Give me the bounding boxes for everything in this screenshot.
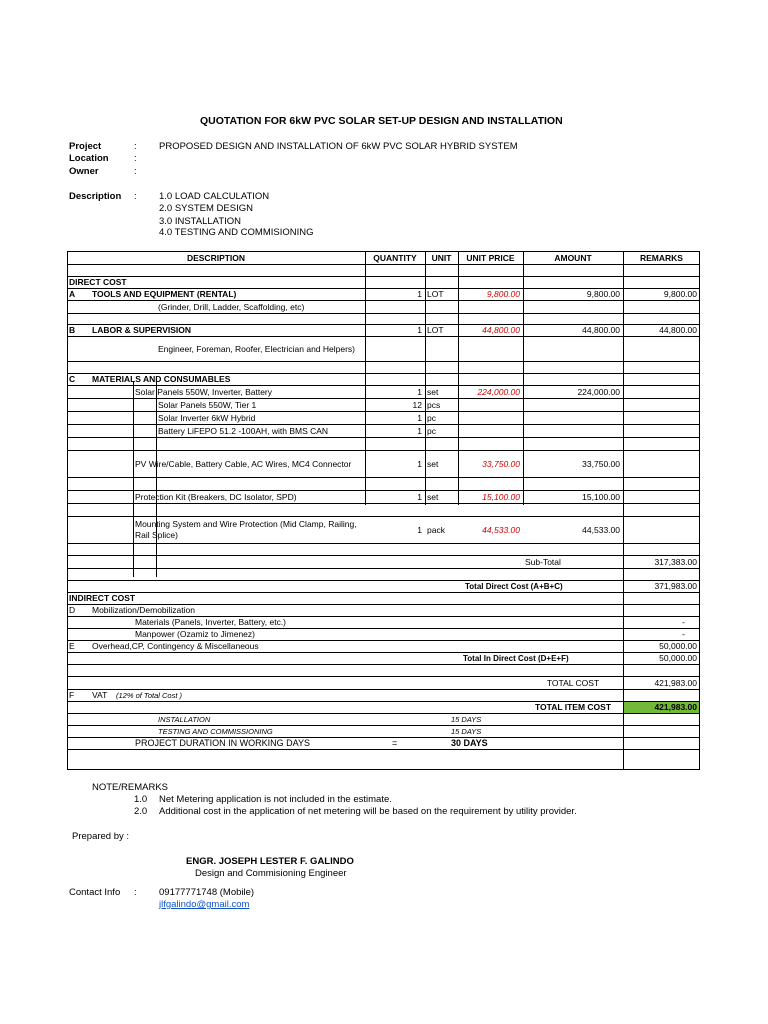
description-cell: (Grinder, Drill, Ladder, Scaffolding, etc) [158, 301, 305, 312]
owner-label: Owner [69, 166, 99, 177]
table-row [67, 337, 700, 362]
description-cell: Solar Panels 550W, Tier 1 [158, 399, 257, 410]
location-colon: : [134, 153, 137, 164]
total-cost-value: 421,983.00 [654, 677, 697, 688]
direct-cost-label: DIRECT COST [69, 277, 127, 287]
table-row [67, 738, 700, 750]
amount-cell: 224,000.00 [577, 386, 620, 397]
table-row [67, 374, 700, 386]
note-text: Additional cost in the application of net metering will be based on the requirement by utility provider. [159, 806, 577, 817]
project-colon: : [134, 141, 137, 152]
section-title: LABOR & SUPERVISION [92, 325, 192, 335]
section-letter: B [69, 325, 76, 335]
subtotal-label: Sub-Total [525, 556, 561, 567]
description-item: 2.0 SYSTEM DESIGN [159, 203, 253, 214]
table-row [67, 289, 700, 301]
quantity-cell: 1 [417, 491, 422, 502]
section-letter: F [69, 690, 75, 700]
table-row [67, 491, 700, 504]
table-row [67, 593, 700, 605]
amount-cell: 44,533.00 [582, 524, 620, 535]
notes-heading: NOTE/REMARKS [92, 782, 169, 793]
section-letter: C [69, 374, 76, 384]
table-row [67, 750, 700, 767]
description-cell: Battery LiFEPO 51.2 -100AH, with BMS CAN [158, 425, 329, 436]
table-row [67, 714, 700, 726]
total-direct-label: Total Direct Cost (A+B+C) [465, 582, 563, 591]
description-cell: Mounting System and Wire Protection (Mid Clamp, Railing, Rail Splice) [135, 519, 357, 540]
quantity-cell: 1 [417, 289, 422, 299]
total-item-cost-value: 421,983.00 [623, 702, 700, 713]
note-number: 2.0 [134, 806, 148, 817]
unit-cell: pcs [427, 399, 441, 410]
installation-days: 15 DAYS [451, 715, 482, 724]
table-row [67, 399, 700, 412]
table-row [67, 690, 700, 702]
description-cell: Protection Kit (Breakers, DC Isolator, SPD) [135, 491, 297, 502]
indirect-cost-label: INDIRECT COST [69, 593, 136, 603]
unit-cell: pc [427, 425, 436, 436]
unit-cell: LOT [427, 325, 444, 335]
unit-price-cell: 9,800.00 [486, 289, 520, 299]
location-label: Location [69, 153, 109, 164]
unit-price-cell: 44,533.00 [482, 524, 520, 535]
quotation-table [67, 251, 700, 767]
duration-equals: = [392, 738, 398, 748]
section-title: Overhead,CP, Contingency & Miscellaneous [92, 641, 259, 651]
table-row [67, 629, 700, 641]
total-indirect-value: 50,000.00 [659, 653, 697, 663]
amount-cell: 9,800.00 [586, 289, 620, 299]
remarks-cell: 9,800.00 [663, 289, 697, 299]
duration-value: 30 DAYS [451, 738, 488, 748]
table-row [67, 581, 700, 593]
remarks-cell: 44,800.00 [659, 325, 697, 335]
contact-phone: 09177771748 (Mobile) [159, 887, 255, 898]
duration-label: PROJECT DURATION IN WORKING DAYS [135, 738, 311, 748]
remarks-cell: - [682, 629, 685, 639]
section-letter: D [69, 605, 76, 615]
quantity-cell: 1 [417, 386, 422, 397]
preparer-name: ENGR. JOSEPH LESTER F. GALINDO [186, 856, 354, 867]
contact-email-link[interactable]: jlfgalindo@gmail.com [159, 899, 250, 910]
quantity-cell: 1 [417, 425, 422, 436]
table-row [67, 301, 700, 314]
table-row [67, 277, 700, 289]
amount-cell: 33,750.00 [582, 458, 620, 469]
table-row [67, 641, 700, 653]
note-text: Net Metering application is not included in the estimate. [159, 794, 392, 805]
unit-price-cell: 33,750.00 [482, 458, 520, 469]
contact-label: Contact Info [69, 887, 121, 898]
table-row [67, 504, 700, 517]
table-row [67, 726, 700, 738]
unit-cell: set [427, 458, 439, 469]
note-number: 1.0 [134, 794, 148, 805]
table-row [67, 425, 700, 438]
table-row [67, 325, 700, 337]
table-row [67, 362, 700, 374]
quantity-cell: 12 [412, 399, 422, 410]
installation-label: INSTALLATION [158, 715, 211, 724]
unit-cell: set [427, 386, 439, 397]
description-cell: Solar Panels 550W, Inverter, Battery [135, 386, 273, 397]
contact-colon: : [134, 887, 137, 898]
unit-price-cell: 15,100.00 [482, 491, 520, 502]
description-item: 1.0 LOAD CALCULATION [159, 191, 270, 202]
table-row [67, 412, 700, 425]
total-cost-label: TOTAL COST [546, 677, 600, 688]
table-row [67, 569, 700, 581]
amount-cell: 15,100.00 [582, 491, 620, 502]
section-title: MATERIALS AND CONSUMABLES [92, 374, 231, 384]
quantity-cell: 1 [417, 412, 422, 423]
description-cell: PV Wire/Cable, Battery Cable, AC Wires, MC4 Connector [135, 458, 352, 469]
table-row [67, 702, 700, 714]
subtotal-value: 317,383.00 [654, 556, 697, 567]
table-row [67, 451, 700, 478]
table-row [67, 617, 700, 629]
header-amount: AMOUNT [554, 252, 592, 263]
table-row [67, 556, 700, 569]
testing-label: TESTING AND COMMISSIONING [158, 727, 273, 736]
table-row [67, 653, 700, 665]
table-row [67, 544, 700, 556]
description-item: 3.0 INSTALLATION [159, 216, 242, 227]
description-cell: Materials (Panels, Inverter, Battery, etc.) [135, 617, 287, 627]
quantity-cell: 1 [417, 325, 422, 335]
project-label: Project [69, 141, 102, 152]
unit-cell: pack [427, 524, 445, 535]
total-indirect-label: Total In Direct Cost (D+E+F) [463, 654, 569, 663]
description-cell: Engineer, Foreman, Roofer, Electrician and Helpers) [158, 343, 356, 354]
preparer-role: Design and Commisioning Engineer [195, 868, 347, 879]
table-header-row [67, 251, 700, 265]
section-letter: E [69, 641, 75, 651]
prepared-by-label: Prepared by : [72, 831, 130, 842]
unit-cell: pc [427, 412, 436, 423]
remarks-cell: - [682, 617, 685, 627]
section-title: VAT [92, 690, 108, 700]
vat-note: (12% of Total Cost ) [116, 691, 183, 700]
table-row [67, 314, 700, 325]
table-row [67, 265, 700, 277]
section-title: Mobilization/Demobilization [92, 605, 195, 615]
total-item-cost-label: TOTAL ITEM COST [534, 702, 612, 712]
description-label: Description [69, 191, 122, 202]
unit-price-cell: 224,000.00 [477, 386, 520, 397]
table-row [67, 438, 700, 451]
owner-colon: : [134, 166, 137, 177]
testing-days: 15 DAYS [451, 727, 482, 736]
unit-price-cell: 44,800.00 [482, 325, 520, 335]
remarks-cell: 50,000.00 [659, 641, 697, 651]
unit-cell: LOT [427, 289, 444, 299]
table-row [67, 665, 700, 677]
page-title: QUOTATION FOR 6kW PVC SOLAR SET-UP DESIGN AND INSTALLATION [200, 115, 563, 127]
header-quantity: QUANTITY [373, 252, 417, 263]
table-row [67, 517, 700, 544]
project-value: PROPOSED DESIGN AND INSTALLATION OF 6kW PVC SOLAR HYBRID SYSTEM [159, 141, 518, 152]
table-row [67, 605, 700, 617]
total-direct-value: 371,983.00 [654, 581, 697, 591]
quantity-cell: 1 [417, 524, 422, 535]
unit-cell: set [427, 491, 439, 502]
amount-cell: 44,800.00 [582, 325, 620, 335]
description-colon: : [134, 191, 137, 202]
table-row [67, 478, 700, 491]
section-letter: A [69, 289, 76, 299]
quantity-cell: 1 [417, 458, 422, 469]
section-title: TOOLS AND EQUIPMENT (RENTAL) [92, 289, 237, 299]
description-cell: Manpower (Ozamiz to Jimenez) [135, 629, 255, 639]
description-item: 4.0 TESTING AND COMMISIONING [159, 227, 314, 238]
table-row [67, 677, 700, 690]
header-description: DESCRIPTION [186, 252, 246, 263]
table-row [67, 386, 700, 399]
description-cell: Solar Inverter 6kW Hybrid [158, 412, 256, 423]
header-unit: UNIT [431, 252, 452, 263]
header-remarks: REMARKS [640, 252, 683, 263]
header-unit-price: UNIT PRICE [466, 252, 515, 263]
